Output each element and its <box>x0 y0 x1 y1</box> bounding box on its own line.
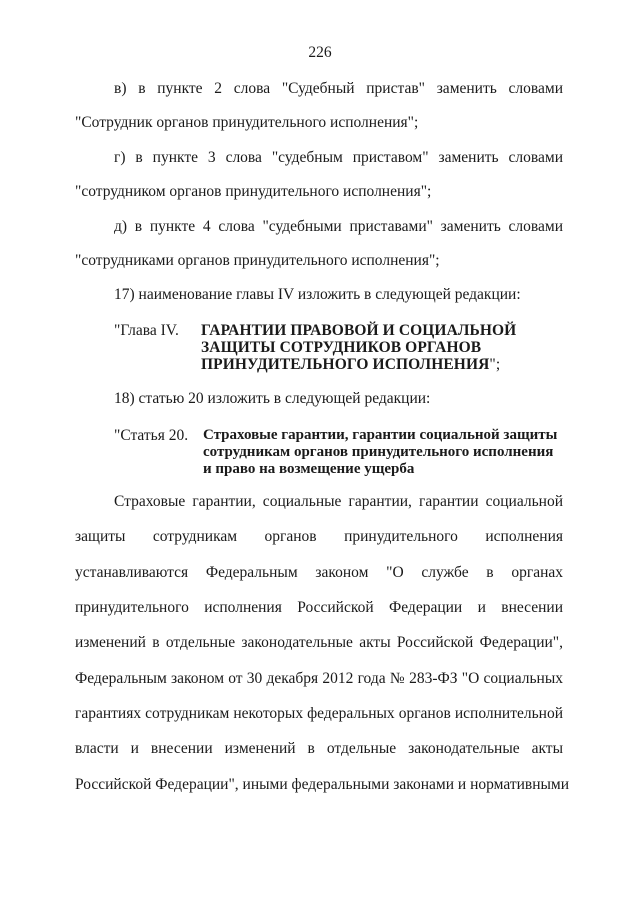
body-line: Федеральным законом от 30 декабря 2012 года № 283-ФЗ "О социальных <box>75 670 563 687</box>
article-title-line-2: сотрудникам органов принудительного исполнения <box>203 444 554 460</box>
chapter-title-line-3 <box>201 356 500 373</box>
body-line: Страховые гарантии, социальные гарантии, гарантии социальной <box>114 493 563 510</box>
article-label: "Статья 20. <box>114 427 189 444</box>
body-line: власти и внесении изменений в отдельные законодательные акты <box>75 740 563 757</box>
chapter-title-line-3-text: ПРИНУДИТЕЛЬНОГО ИСПОЛНЕНИЯ <box>201 356 490 373</box>
item-17: 17) наименование главы IV изложить в следующей редакции: <box>114 286 521 303</box>
paragraph-v-line-1: в) в пункте 2 слова "Судебный пристав" заменить словами <box>114 80 563 97</box>
body-line: Российской Федерации", иными федеральными законами и нормативными <box>75 776 570 793</box>
body-line: защиты сотрудникам органов принудительного исполнения <box>75 528 563 545</box>
article-title-line-1: Страховые гарантии, гарантии социальной защиты <box>203 427 558 443</box>
body-line: гарантиях сотрудникам некоторых федеральных органов исполнительной <box>75 705 563 722</box>
paragraph-v-line-2: "Сотрудник органов принудительного исполнения"; <box>75 114 419 131</box>
body-line: устанавливаются Федеральным законом "О службе в органах <box>75 564 563 581</box>
chapter-label: "Глава IV. <box>114 322 179 339</box>
chapter-title-tail: "; <box>489 356 501 373</box>
chapter-title-line-2: ЗАЩИТЫ СОТРУДНИКОВ ОРГАНОВ <box>201 339 482 356</box>
paragraph-g-line-2: "сотрудником органов принудительного исполнения"; <box>75 183 432 200</box>
page-number: 226 <box>308 44 332 61</box>
chapter-title-line-1: ГАРАНТИИ ПРАВОВОЙ И СОЦИАЛЬНОЙ <box>201 322 517 339</box>
paragraph-g-line-1: г) в пункте 3 слова "судебным приставом" заменить словами <box>114 149 563 166</box>
body-line: изменений в отдельные законодательные акты Российской Федерации", <box>75 634 563 651</box>
paragraph-d-line-1: д) в пункте 4 слова "судебными приставами" заменить словами <box>114 218 563 235</box>
article-title-line-3: и право на возмещение ущерба <box>203 461 415 477</box>
paragraph-d-line-2: "сотрудниками органов принудительного исполнения"; <box>75 252 440 269</box>
body-line: принудительного исполнения Российской Федерации и внесении <box>75 599 563 616</box>
item-18: 18) статью 20 изложить в следующей редакции: <box>114 390 431 407</box>
